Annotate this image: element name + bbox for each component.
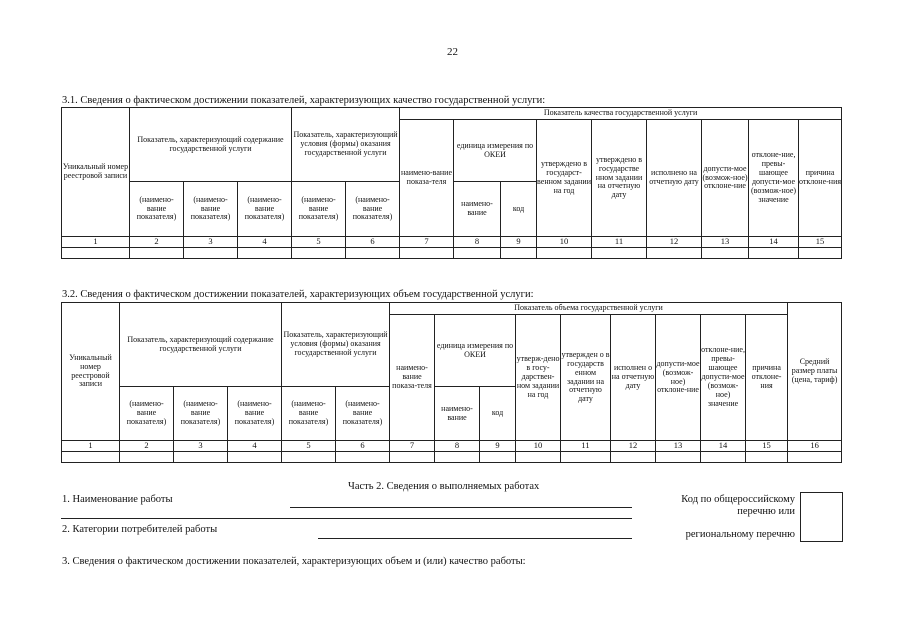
col-number: 9 xyxy=(480,441,516,452)
categories-field[interactable] xyxy=(318,538,632,539)
col-number: 7 xyxy=(400,237,454,248)
col-number: 15 xyxy=(746,441,788,452)
col-approved-year: утверждено в государст-венном задании на год xyxy=(537,120,592,237)
col-average-fee: Средний размер платы (цена, тариф) xyxy=(788,303,842,441)
table-row xyxy=(62,452,842,463)
col-number: 16 xyxy=(788,441,842,452)
section-3-2-title: 3.2. Сведения о фактическом достижении показателей, характеризующих объем государственной услуги: xyxy=(62,289,534,300)
work-name-label: 1. Наименование работы xyxy=(62,494,173,505)
work-name-field-line-2[interactable] xyxy=(61,518,632,519)
col-allowed-deviation: допусти-мое (возмож-ное) отклоне-ние xyxy=(702,120,749,237)
sub-indicator-name: (наимено-вание показателя) xyxy=(174,387,228,441)
sub-indicator-name: (наимено-вание показателя) xyxy=(346,182,400,237)
col-number: 1 xyxy=(62,441,120,452)
col-unique-number: Уникальный номер реестровой записи xyxy=(62,108,130,237)
col-unit-code: код xyxy=(501,182,537,237)
sub-indicator-name: (наимено-вание показателя) xyxy=(228,387,282,441)
col-indicator-name: наимено-вание показа-теля xyxy=(400,120,454,237)
col-unit: единица измерения по ОКЕИ xyxy=(454,120,537,182)
col-number: 3 xyxy=(174,441,228,452)
col-approved-date: утверждено в государстве нном задании на отчетную дату xyxy=(592,120,647,237)
col-number: 12 xyxy=(611,441,656,452)
col-volume-group: Показатель объема государственной услуги xyxy=(390,303,788,315)
col-indicator-name: наимено-вание показа-теля xyxy=(390,315,435,441)
col-done: исполнен о на отчетную дату xyxy=(611,315,656,441)
col-number: 5 xyxy=(292,237,346,248)
col-content-indicator: Показатель, характеризующий содержание государственной услуги xyxy=(130,108,292,182)
col-exceed-deviation: отклоне-ние, превы-шающее допусти-мое (возмож-ное) значение xyxy=(749,120,799,237)
col-reason: причина отклоне-ния xyxy=(799,120,842,237)
sub-indicator-name: (наимено-вание показателя) xyxy=(238,182,292,237)
col-number: 7 xyxy=(390,441,435,452)
col-number: 6 xyxy=(346,237,400,248)
col-unit-code: код xyxy=(480,387,516,441)
col-exceed-deviation: отклоне-ние, превы-шающее допусти-мое (возмож-ное) значение xyxy=(701,315,746,441)
col-number: 14 xyxy=(701,441,746,452)
col-number: 9 xyxy=(501,237,537,248)
col-unit: единица измерения по ОКЕИ xyxy=(435,315,516,387)
col-number: 10 xyxy=(537,237,592,248)
registry-code-box[interactable] xyxy=(800,492,843,542)
col-number: 13 xyxy=(702,237,749,248)
sub-indicator-name: (наимено-вание показателя) xyxy=(336,387,390,441)
col-number: 14 xyxy=(749,237,799,248)
col-approved-year: утверж-дено в госу-дарствен-ном задании на год xyxy=(516,315,561,441)
col-number: 15 xyxy=(799,237,842,248)
table-number-row xyxy=(62,441,842,452)
code-label-line-2: перечню или xyxy=(737,506,795,517)
quality-indicators-table xyxy=(61,107,842,259)
col-number: 11 xyxy=(592,237,647,248)
sub-indicator-name: (наимено-вание показателя) xyxy=(130,182,184,237)
categories-label: 2. Категории потребителей работы xyxy=(62,524,218,535)
col-number: 3 xyxy=(184,237,238,248)
work-name-field[interactable] xyxy=(290,507,632,508)
sub-indicator-name: (наимено-вание показателя) xyxy=(292,182,346,237)
col-unique-number: Уникальный номер реестровой записи xyxy=(62,303,120,441)
col-allowed-deviation: допусти-мое (возмож-ное) отклоне-ние xyxy=(656,315,701,441)
part-2-title: Часть 2. Сведения о выполняемых работах xyxy=(348,481,540,492)
section-3-title: 3. Сведения о фактическом достижении показателей, характеризующих объем и (или) качество работы: xyxy=(62,556,526,567)
table-number-row xyxy=(62,237,842,248)
col-unit-name: наимено-вание xyxy=(454,182,501,237)
col-number: 5 xyxy=(282,441,336,452)
col-number: 8 xyxy=(454,237,501,248)
col-conditions-indicator: Показатель, характеризующий условия (формы) оказания государственной услуги xyxy=(292,108,400,182)
col-number: 6 xyxy=(336,441,390,452)
sub-indicator-name: (наимено-вание показателя) xyxy=(282,387,336,441)
col-done: исполнено на отчетную дату xyxy=(647,120,702,237)
col-approved-date: утвержден о в государств енном задании на отчетную дату xyxy=(561,315,611,441)
col-quality-group: Показатель качества государственной услуги xyxy=(400,108,842,120)
volume-indicators-table xyxy=(61,302,842,463)
section-3-1-title: 3.1. Сведения о фактическом достижении показателей, характеризующих качество государственной услуги: xyxy=(62,95,546,106)
col-number: 2 xyxy=(120,441,174,452)
code-label-line-3: региональному перечню xyxy=(685,529,795,540)
sub-indicator-name: (наимено-вание показателя) xyxy=(120,387,174,441)
col-number: 1 xyxy=(62,237,130,248)
col-number: 4 xyxy=(238,237,292,248)
table-row xyxy=(62,248,842,259)
col-reason: причина отклоне-ния xyxy=(746,315,788,441)
sub-indicator-name: (наимено-вание показателя) xyxy=(184,182,238,237)
col-number: 8 xyxy=(435,441,480,452)
code-label-line-1: Код по общероссийскому xyxy=(681,494,795,505)
page-number: 22 xyxy=(447,46,458,58)
col-conditions-indicator: Показатель, характеризующий условия (формы) оказания государственной услуги xyxy=(282,303,390,387)
col-number: 11 xyxy=(561,441,611,452)
col-unit-name: наимено-вание xyxy=(435,387,480,441)
col-number: 10 xyxy=(516,441,561,452)
col-number: 2 xyxy=(130,237,184,248)
col-number: 4 xyxy=(228,441,282,452)
col-number: 13 xyxy=(656,441,701,452)
col-content-indicator: Показатель, характеризующий содержание государственной услуги xyxy=(120,303,282,387)
col-number: 12 xyxy=(647,237,702,248)
